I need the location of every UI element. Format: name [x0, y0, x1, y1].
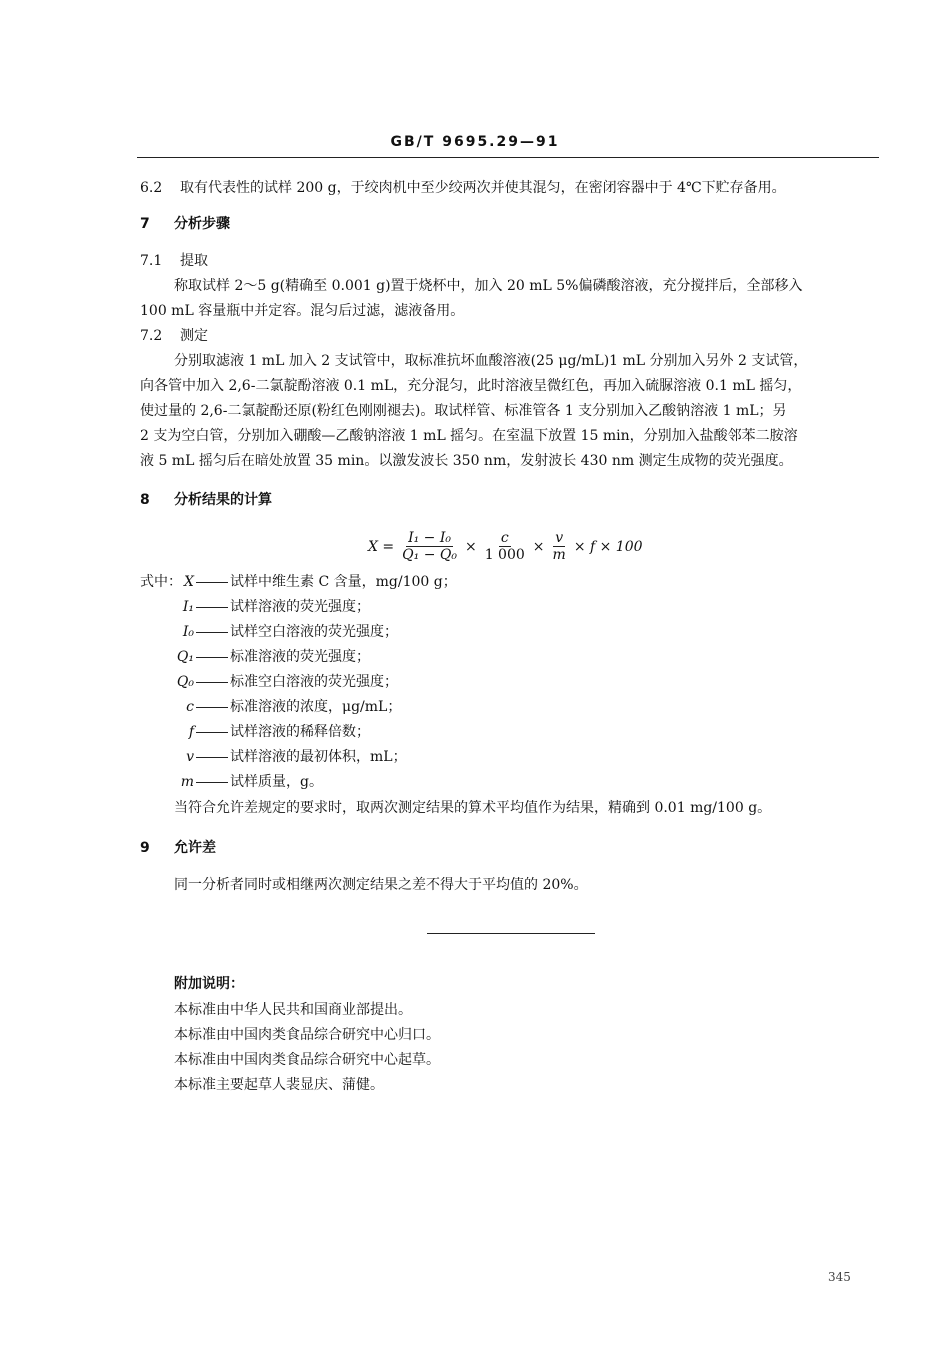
paragraph-line: 2 支为空白管，分别加入硼酸—乙酸钠溶液 1 mL 摇匀。在室温下放置 15 min，分别加入盐酸邻苯二胺溶	[140, 428, 798, 444]
definition-row	[134, 645, 370, 669]
page-number: 345	[828, 1270, 851, 1284]
definition-symbol: c	[186, 699, 194, 715]
section-title: 提取	[180, 253, 208, 269]
definition-symbol: Q₁	[176, 649, 194, 665]
paragraph-line: 100 mL 容量瓶中并定容。混匀后过滤，滤液备用。	[140, 303, 465, 319]
section-9-heading	[140, 836, 216, 860]
definition-symbol: Q₀	[176, 674, 194, 690]
section-number: 7.1	[140, 253, 163, 269]
definition-symbol: m	[180, 774, 194, 790]
definition-symbol: v	[186, 749, 194, 765]
definition-symbol: I₁	[182, 599, 194, 615]
section-7-heading	[140, 212, 230, 236]
definition-text: 标准空白溶液的荧光强度；	[230, 674, 398, 690]
appendix-line: 本标准由中国肉类食品综合研究中心归口。	[174, 1027, 440, 1043]
fraction-denominator: Q₁ − Q₀	[402, 547, 457, 563]
definition-text: 试样溶液的稀释倍数；	[230, 724, 370, 740]
section-title: 测定	[180, 328, 208, 344]
definition-text: 试样溶液的最初体积，mL；	[230, 749, 407, 765]
fraction-numerator: v	[555, 530, 564, 546]
dash-divider	[196, 582, 228, 583]
section-number: 6.2	[140, 180, 163, 196]
end-rule	[427, 933, 595, 934]
header-rule	[137, 157, 879, 158]
dash-divider	[196, 682, 228, 683]
paragraph-line: 分别取滤液 1 mL 加入 2 支试管中，取标准抗坏血酸溶液(25 μg/mL)1 mL 分别加入另外 2 支试管，	[174, 353, 808, 369]
fraction-numerator: I₁ − I₀	[408, 530, 452, 546]
paragraph-line: 称取试样 2～5 g(精确至 0.001 g)置于烧杯中，加入 20 mL 5%偏磷酸溶液，充分搅拌后，全部移入	[174, 278, 803, 294]
fraction-volume-mass	[551, 530, 568, 563]
formula-tail: × f × 100	[573, 538, 643, 555]
section-9-text: 同一分析者同时或相继两次测定结果之差不得大于平均值的 20%。	[174, 877, 588, 893]
definition-symbol: X	[184, 574, 194, 590]
paragraph-line: 使过量的 2,6-二氯靛酚还原(粉红色刚刚褪去)。取试样管、标准管各 1 支分别加入乙酸钠溶液 1 mL；另	[140, 403, 787, 419]
dash-divider	[196, 782, 228, 783]
section-8-heading	[140, 488, 272, 512]
section-number: 8	[140, 492, 150, 508]
fraction-numerator: c	[500, 530, 509, 546]
formula-lhs: X =	[368, 538, 395, 555]
definition-row	[134, 620, 398, 644]
dash-divider	[196, 707, 228, 708]
section-title: 分析步骤	[174, 216, 230, 232]
definition-text: 标准溶液的浓度，μg/mL；	[230, 699, 402, 715]
dash-divider	[196, 607, 228, 608]
fraction-concentration	[483, 530, 527, 563]
appendix-line: 本标准由中国肉类食品综合研究中心起草。	[174, 1052, 440, 1068]
where-label-text: 式中：	[140, 574, 182, 590]
section-number: 7.2	[140, 328, 163, 344]
definition-row	[134, 670, 398, 694]
times-sign: ×	[464, 538, 477, 555]
definition-text: 试样溶液的荧光强度；	[230, 599, 370, 615]
definition-row	[134, 745, 407, 769]
fraction-denominator: m	[552, 547, 566, 563]
fraction-denominator: 1 000	[484, 547, 525, 563]
definition-text: 试样空白溶液的荧光强度；	[230, 624, 398, 640]
section-number: 9	[140, 840, 150, 856]
page-header: GB/T 9695.29—91	[390, 134, 560, 150]
times-sign: ×	[532, 538, 545, 555]
appendix-title: 附加说明：	[174, 976, 244, 992]
section-number: 7	[140, 216, 150, 232]
paragraph-line: 液 5 mL 摇匀后在暗处放置 35 min。以激发波长 350 nm，发射波长 430 nm 测定生成物的荧光强度。	[140, 453, 793, 469]
definition-text: 试样质量，g。	[230, 774, 323, 790]
appendix-line: 本标准主要起草人裴显庆、蒲健。	[174, 1077, 384, 1093]
dash-divider	[196, 732, 228, 733]
section-title: 分析结果的计算	[174, 492, 272, 508]
paragraph-line: 向各管中加入 2,6-二氯靛酚溶液 0.1 mL，充分混匀，此时溶液呈微红色，再加入硫脲溶液 0.1 mL 摇匀，	[140, 378, 802, 394]
definition-row	[134, 720, 370, 744]
definition-text: 试样中维生素 C 含量，mg/100 g；	[230, 574, 457, 590]
definition-row	[134, 570, 457, 594]
section-6-2	[140, 176, 786, 200]
definition-text: 标准溶液的荧光强度；	[230, 649, 370, 665]
appendix-line: 本标准由中华人民共和国商业部提出。	[174, 1002, 412, 1018]
definition-row	[134, 770, 323, 794]
section-7-1-heading	[140, 249, 208, 273]
section-7-2-heading	[140, 324, 208, 348]
fraction-intensity	[400, 530, 459, 563]
definition-symbol: f	[188, 724, 194, 740]
section-title: 允许差	[174, 840, 216, 856]
dash-divider	[196, 657, 228, 658]
dash-divider	[196, 757, 228, 758]
section-text: 取有代表性的试样 200 g，于绞肉机中至少绞两次并使其混匀，在密闭容器中于 4℃下贮存备用。	[180, 180, 786, 196]
definition-row	[134, 695, 401, 719]
definition-symbol: I₀	[182, 624, 194, 640]
definition-row	[134, 595, 370, 619]
dash-divider	[196, 632, 228, 633]
result-note: 当符合允许差规定的要求时，取两次测定结果的算术平均值作为结果，精确到 0.01 mg/100 g。	[174, 800, 772, 816]
calculation-formula	[368, 530, 643, 563]
